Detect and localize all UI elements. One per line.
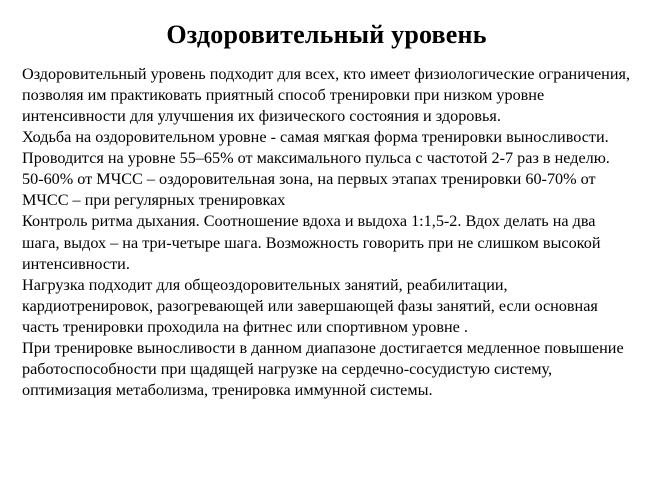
- paragraph: 50-60% от МЧСС – оздоровительная зона, на первых этапах тренировки 60-70% от МЧСС – при регулярных тренировках: [22, 170, 596, 210]
- slide-body: [22, 64, 636, 401]
- slide-title: Оздоровительный уровень: [166, 20, 487, 49]
- paragraph: При тренировке выносливости в данном диапазоне достигается медленное повышение работоспособности при щадящей нагрузке на сердечно-сосудистую систему, оптимизация метаболизма, тренировка иммунной системы.: [22, 338, 624, 399]
- paragraph: Ходьба на оздоровительном уровне - самая мягкая форма тренировки выносливости. Проводится на уровне 55–65% от максимального пульса с частотой 2-7 раз в неделю.: [22, 128, 610, 168]
- paragraph: Оздоровительный уровень подходит для всех, кто имеет физиологические ограничения, позволяя им практиковать приятный способ тренировки при низком уровне интенсивности для улучшения их физического состояния и здоровья.: [22, 65, 631, 126]
- paragraph: Нагрузка подходит для общеоздоровительных занятий, реабилитации, кардиотренировок, разогревающей или завершающей фазы занятий, если основная часть тренировки проходила на фитнес или спортивном уровне .: [22, 275, 598, 336]
- paragraph: Контроль ритма дыхания. Соотношение вдоха и выдоха 1:1,5-2. Вдох делать на два шага, выдох – на три-четыре шага. Возможность говорить при не слишком высокой интенсивности.: [22, 212, 601, 273]
